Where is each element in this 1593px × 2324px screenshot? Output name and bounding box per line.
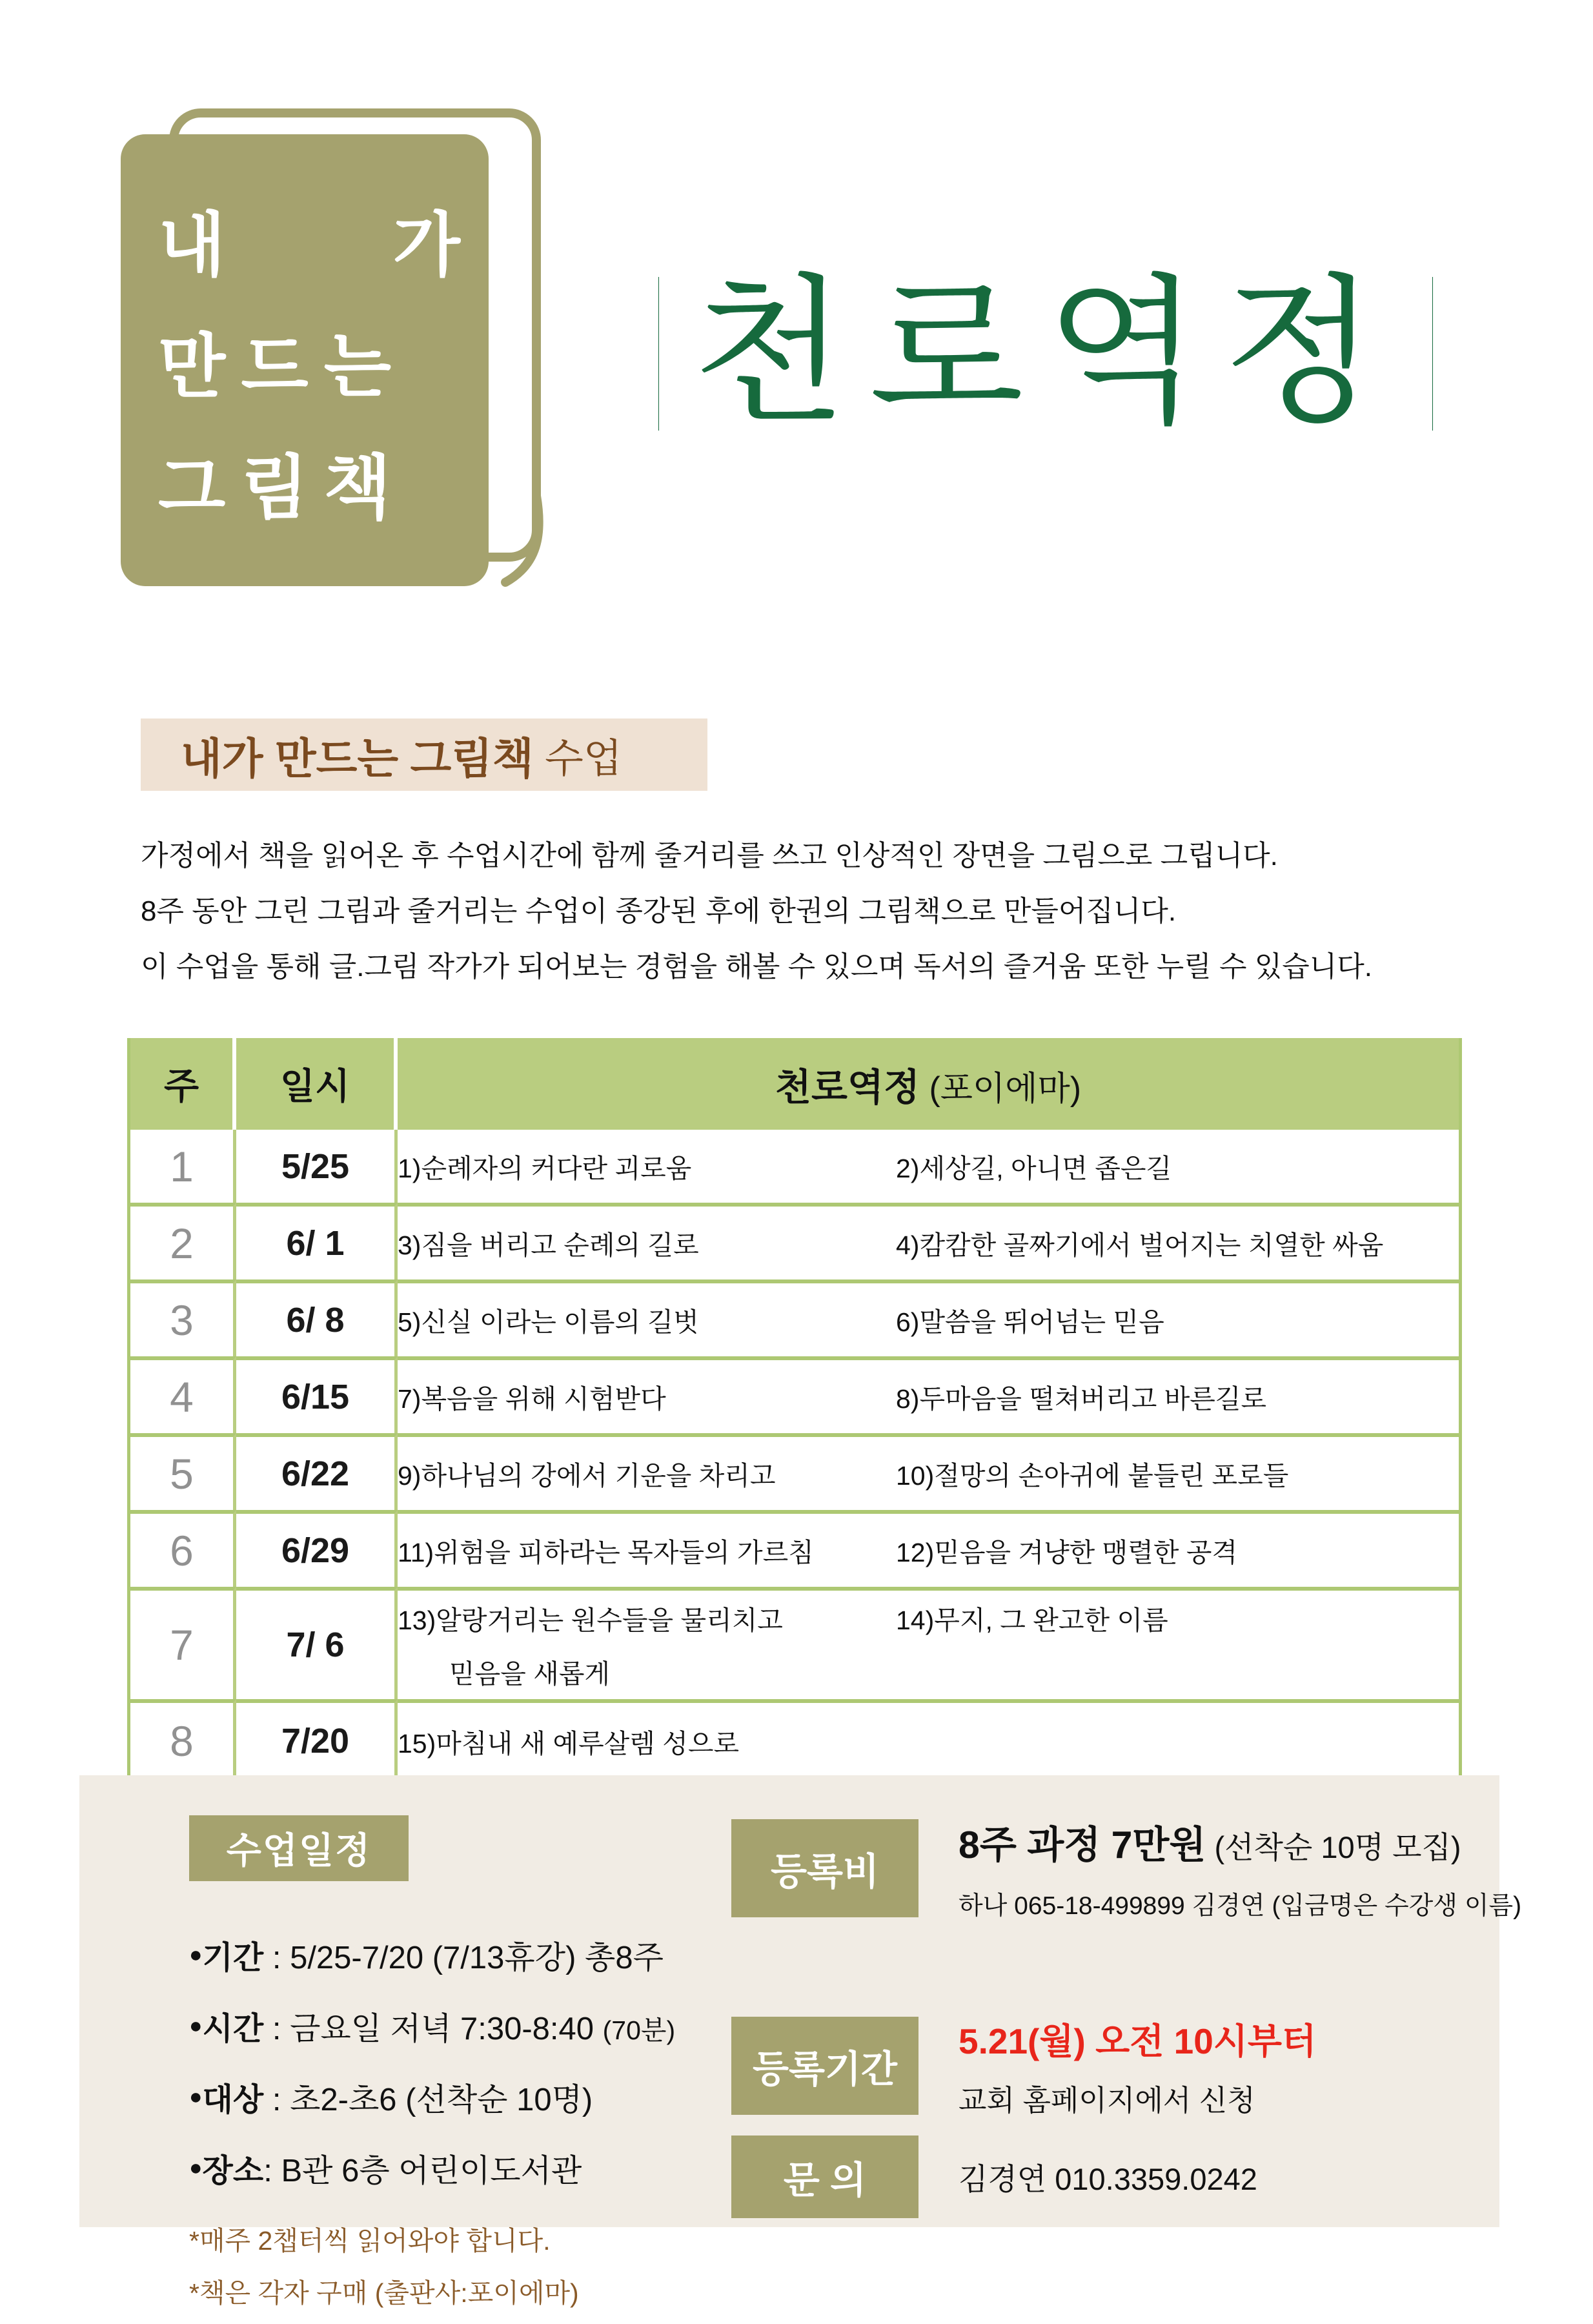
week-cell: 6 xyxy=(130,1510,236,1587)
content-cell xyxy=(398,1433,1459,1510)
header-content-note: (포이에마) xyxy=(920,1070,1082,1108)
chapter-item: 10)절망의 손아귀에 붙들린 포로들 xyxy=(896,1461,1289,1491)
table-row xyxy=(130,1279,1459,1356)
intro-line-3: 이 수업을 통해 글.그림 작가가 되어보는 경험을 해볼 수 있으며 독서의 즐거움 또한 누릴 수 있습니다. xyxy=(141,951,1372,983)
date-cell: 6/22 xyxy=(236,1433,398,1510)
table-row xyxy=(130,1699,1459,1779)
week-cell: 1 xyxy=(130,1130,236,1203)
note-line: *책은 각자 구매 (출판사:포이에마) xyxy=(189,2278,579,2308)
schedule-item-sep: : xyxy=(263,2154,281,2188)
chapter-item: 12)믿음을 겨냥한 맹렬한 공격 xyxy=(896,1538,1238,1567)
contact-detail: 김경연 010.3359.0242 xyxy=(959,2161,1257,2196)
book-logo-line1-first: 내 xyxy=(158,206,226,284)
week-cell: 5 xyxy=(130,1433,236,1510)
chapter-item: 7)복음을 위해 시험받다 xyxy=(398,1384,666,1414)
header-date: 일시 xyxy=(236,1038,398,1130)
schedule-item-period xyxy=(189,1933,725,1978)
page-title-text: 천로역정 xyxy=(692,265,1399,442)
schedule-item-place xyxy=(189,2146,725,2191)
fee-badge: 등록비 xyxy=(731,1819,918,1917)
bullet-icon: ● xyxy=(189,1942,203,1967)
title-bar-right xyxy=(1432,277,1433,431)
schedule-badge: 수업일정 xyxy=(189,1815,409,1881)
week-cell: 3 xyxy=(130,1279,236,1356)
schedule-item-value: 5/25-7/20 (7/13휴강) 총8주 xyxy=(290,1941,664,1975)
schedule-item-value: 초2-초6 (선착순 10명) xyxy=(290,2083,593,2117)
intro-paragraphs xyxy=(141,828,1509,995)
chapter-item: 3)짐을 버리고 순례의 길로 xyxy=(398,1230,699,1260)
schedule-bullets xyxy=(189,1933,725,2191)
fee-note: (선착순 10명 모집) xyxy=(1206,1830,1461,1864)
book-logo-line1 xyxy=(158,185,460,306)
schedule-item-small: (70분) xyxy=(602,2015,676,2045)
bullet-icon: ● xyxy=(189,2013,203,2038)
chapter-item: 4)캄캄한 골짜기에서 벌어지는 치열한 싸움 xyxy=(896,1230,1384,1260)
chapter-item: 8)두마음을 떨쳐버리고 바른길로 xyxy=(896,1384,1267,1414)
chapter-item: 2)세상길, 아니면 좁은길 xyxy=(896,1154,1172,1183)
week-cell: 4 xyxy=(130,1356,236,1433)
chapter-item: 15)마침내 새 예루살렘 성으로 xyxy=(398,1728,740,1758)
chapter-item: 1)순례자의 커다란 괴로움 xyxy=(398,1154,692,1183)
book-icon xyxy=(119,108,545,589)
chapter-item: 9)하나님의 강에서 기운을 차리고 xyxy=(398,1461,776,1491)
content-cell xyxy=(398,1510,1459,1587)
bullet-icon: ● xyxy=(189,2156,203,2180)
class-schedule-block xyxy=(189,1815,725,2324)
table-row xyxy=(130,1433,1459,1510)
chapter-item: 6)말씀을 뛰어넘는 믿음 xyxy=(896,1307,1164,1337)
date-cell: 6/ 1 xyxy=(236,1203,398,1279)
section-header xyxy=(141,719,707,791)
table-row xyxy=(130,1130,1459,1203)
table-row xyxy=(130,1510,1459,1587)
table-row xyxy=(130,1203,1459,1279)
chapter-item-line2: 믿음을 새롭게 xyxy=(449,1659,611,1689)
week-cell: 8 xyxy=(130,1699,236,1779)
chapter-item: 11)위험을 피하라는 목자들의 가르침 xyxy=(398,1538,814,1567)
book-logo-text xyxy=(158,185,460,549)
table-row xyxy=(130,1587,1459,1699)
intro-line-2: 8주 동안 그린 그림과 줄거리는 수업이 종강된 후에 한권의 그림책으로 만들어집니다. xyxy=(141,895,1177,927)
fee-block xyxy=(731,1814,1521,1922)
content-cell xyxy=(398,1279,1459,1356)
schedule-item-label: 시간 xyxy=(202,2012,264,2046)
chapter-item: 5)신실 이라는 이름의 길벗 xyxy=(398,1307,699,1337)
fee-main-text: 8주 과정 7만원 xyxy=(959,1824,1206,1866)
registration-period-detail: 교회 홈페이지에서 신청 xyxy=(959,2084,1255,2117)
schedule-item-time xyxy=(189,2004,725,2049)
registration-period-block xyxy=(731,2013,1316,2119)
chapter-item-line1: 13)알랑거리는 원수들을 물리치고 xyxy=(398,1605,783,1635)
week-cell: 7 xyxy=(130,1587,236,1699)
section-header-bold: 내가 만드는 그림책 xyxy=(181,734,534,782)
fee-main xyxy=(959,1814,1521,1869)
content-cell xyxy=(398,1356,1459,1433)
schedule-item-value: B관 6층 어린이도서관 xyxy=(281,2154,582,2188)
registration-period-texts xyxy=(959,2013,1316,2119)
page-title xyxy=(658,263,1433,444)
bullet-icon: ● xyxy=(189,2084,203,2109)
schedule-table xyxy=(127,1038,1462,1786)
schedule-item-sep: : xyxy=(263,1941,290,1975)
date-cell: 7/20 xyxy=(236,1699,398,1779)
contact-block xyxy=(731,2135,1257,2218)
book-logo-line1-second: 가 xyxy=(392,206,460,284)
registration-period-highlight: 5.21(월) 오전 10시부터 xyxy=(959,2021,1317,2061)
schedule-item-target xyxy=(189,2075,725,2120)
header-content-title: 천로역정 xyxy=(775,1066,920,1108)
chapter-item xyxy=(398,1599,896,1691)
registration-period-badge: 등록기간 xyxy=(731,2017,918,2115)
note-line: *매주 2챕터씩 읽어와야 합니다. xyxy=(189,2226,551,2256)
fee-texts xyxy=(959,1814,1521,1922)
schedule-item-value: 금요일 저녁 7:30-8:40 xyxy=(290,2012,603,2046)
schedule-item-label: 대상 xyxy=(202,2083,264,2117)
content-cell xyxy=(398,1203,1459,1279)
schedule-item-label: 장소 xyxy=(202,2154,264,2188)
chapter-item: 14)무지, 그 완고한 이름 xyxy=(896,1605,1168,1635)
section-header-regular: 수업 xyxy=(533,736,622,781)
info-panel xyxy=(79,1775,1522,2308)
schedule-item-sep: : xyxy=(263,2083,290,2117)
content-cell xyxy=(398,1699,1459,1779)
schedule-item-label: 기간 xyxy=(202,1941,264,1975)
date-cell: 6/ 8 xyxy=(236,1279,398,1356)
schedule-table-header-row xyxy=(130,1038,1459,1130)
table-row xyxy=(130,1356,1459,1433)
schedule-notes xyxy=(189,2219,725,2310)
date-cell: 6/15 xyxy=(236,1356,398,1433)
intro-line-1: 가정에서 책을 읽어온 후 수업시간에 함께 줄거리를 쓰고 인상적인 장면을 그림으로 그립니다. xyxy=(141,840,1278,872)
content-cell xyxy=(398,1130,1459,1203)
fee-detail: 하나 065-18-499899 김경연 (입금명은 수강생 이름) xyxy=(959,1892,1522,1920)
header-content xyxy=(398,1038,1459,1130)
content-cell xyxy=(398,1587,1459,1699)
book-logo-line2: 만드는 xyxy=(158,327,407,405)
date-cell: 6/29 xyxy=(236,1510,398,1587)
contact-badge: 문 의 xyxy=(731,2135,918,2218)
header-week: 주 xyxy=(130,1038,236,1130)
title-bar-left xyxy=(658,277,659,431)
book-logo-line3: 그림책 xyxy=(158,449,407,527)
date-cell: 5/25 xyxy=(236,1130,398,1203)
date-cell: 7/ 6 xyxy=(236,1587,398,1699)
schedule-item-sep: : xyxy=(263,2012,290,2046)
week-cell: 2 xyxy=(130,1203,236,1279)
